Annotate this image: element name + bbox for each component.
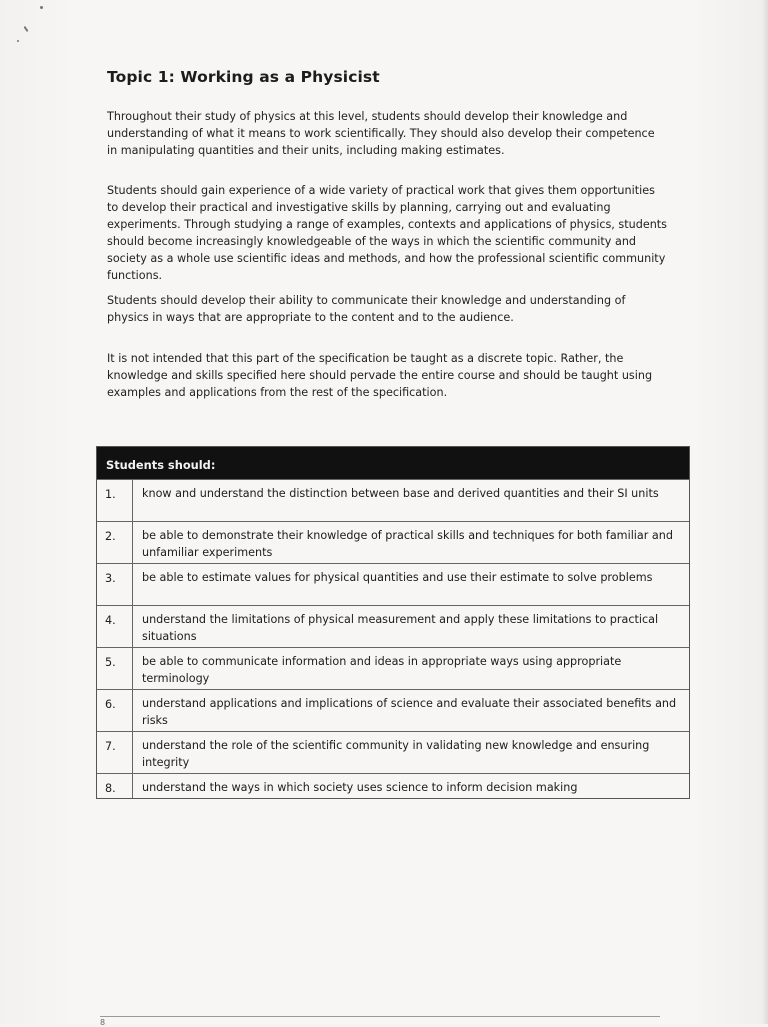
row-number: 4. (97, 606, 133, 647)
table-row (97, 647, 689, 689)
table-row (97, 689, 689, 731)
table-header: Students should: (97, 447, 689, 479)
page-number: 8 (100, 1018, 106, 1027)
row-text: be able to demonstrate their knowledge of practical skills and techniques for both familiar and unfamiliar experiments (142, 529, 673, 559)
page-edge-shadow (762, 0, 768, 1024)
row-text: understand the limitations of physical measurement and apply these limitations to practical situations (142, 613, 659, 643)
row-text: understand the role of the scientific community in validating new knowledge and ensuring integrity (142, 739, 650, 769)
row-text: understand the ways in which society uses science to inform decision making (142, 781, 578, 794)
teaching-note-paragraph: It is not intended that this part of the specification be taught as a discrete topic. Rather, the knowledge and skills specified here should pervade the entire course and should be taught using examples and applications from the rest of the specification. (107, 352, 653, 399)
footer-rule (100, 1016, 660, 1017)
table-row (97, 773, 689, 798)
row-number: 2. (97, 522, 133, 563)
row-number: 6. (97, 690, 133, 731)
scan-speck (23, 26, 28, 32)
table-row (97, 731, 689, 773)
requirements-table (96, 446, 690, 799)
practical-work-paragraph: Students should gain experience of a wide variety of practical work that gives them opportunities to develop their practical and investigative skills by planning, carrying out and evaluating experiments. Through studying a range of examples, contexts and applications of physics, students should become increasingly knowledgeable of the ways in which the scientific community and society as a whole use scientific ideas and methods, and how the professional scientific community functions. (107, 184, 668, 282)
row-text: understand applications and implications of science and evaluate their associated benefits and risks (142, 697, 677, 727)
row-number: 3. (97, 564, 133, 605)
table-row (97, 479, 689, 521)
row-number: 8. (97, 774, 133, 798)
row-number: 7. (97, 732, 133, 773)
scan-speck (40, 6, 43, 9)
row-text: be able to communicate information and ideas in appropriate ways using appropriate terminology (142, 655, 622, 685)
row-number: 5. (97, 648, 133, 689)
row-text: be able to estimate values for physical quantities and use their estimate to solve problems (142, 571, 653, 584)
row-text: know and understand the distinction between base and derived quantities and their SI units (142, 487, 659, 500)
table-row (97, 605, 689, 647)
table-row (97, 521, 689, 563)
table-row (97, 563, 689, 605)
page-title: Topic 1: Working as a Physicist (107, 68, 380, 86)
scan-speck (17, 40, 19, 42)
communication-paragraph: Students should develop their ability to communicate their knowledge and understanding of physics in ways that are appropriate to the content and to the audience. (107, 294, 626, 324)
row-number: 1. (97, 480, 133, 521)
intro-paragraph: Throughout their study of physics at this level, students should develop their knowledge and understanding of what it means to work scientifically. They should also develop their competence in manipulating quantities and their units, including making estimates. (107, 110, 655, 157)
